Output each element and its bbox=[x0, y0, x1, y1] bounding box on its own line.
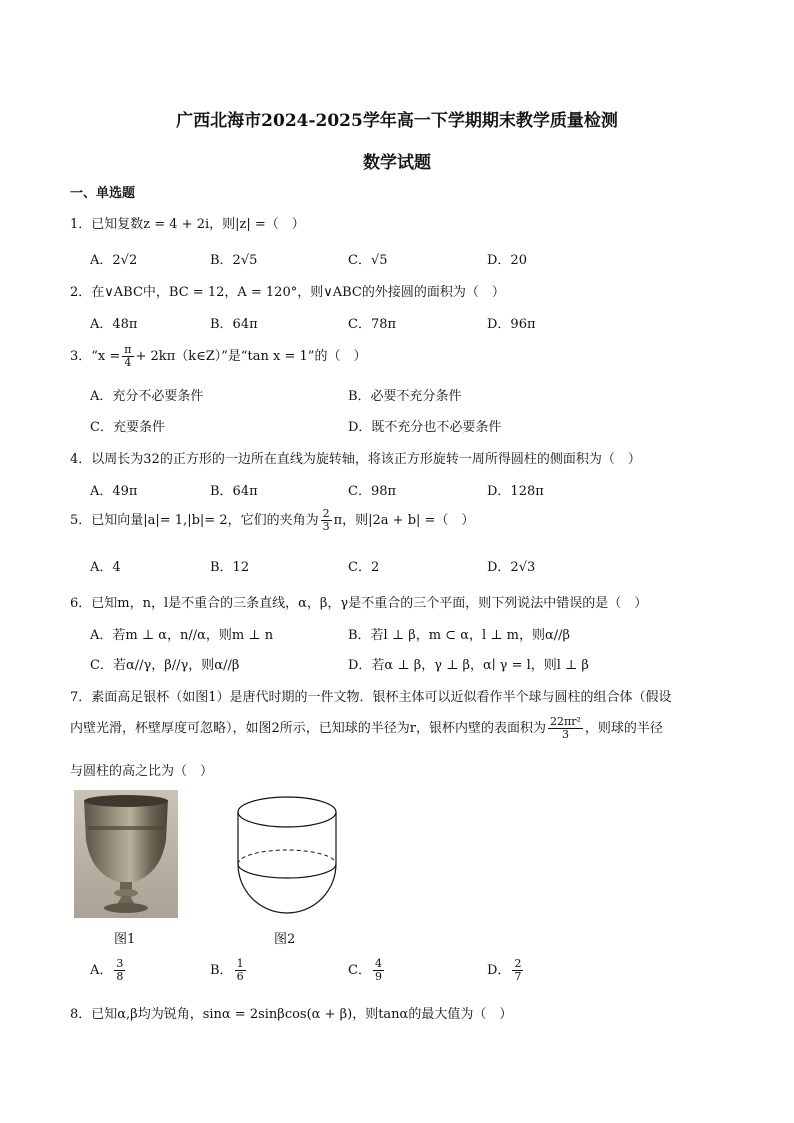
q2-option-d: D．96π bbox=[487, 317, 536, 332]
q1-option-a: A．2√2 bbox=[90, 253, 138, 268]
figure-1-caption: 图1 bbox=[114, 932, 136, 947]
q7-option-d: D． $\frac{2}{7}$ bbox=[487, 957, 522, 983]
q2-option-c: C．78π bbox=[348, 317, 397, 332]
silver-cup-image bbox=[74, 790, 178, 918]
cylinder-hemisphere-diagram bbox=[232, 792, 342, 922]
q7-option-a: A． $\frac{3}{8}$ bbox=[90, 957, 124, 983]
q3-option-c: C．充要条件 bbox=[90, 420, 165, 435]
q4-option-d: D．128π bbox=[487, 484, 544, 499]
q4-option-a: A．49π bbox=[90, 484, 138, 499]
q5-option-a: A．4 bbox=[90, 560, 121, 575]
q1-option-b: B．2√5 bbox=[210, 253, 258, 268]
q3-option-d: D．既不充分也不必要条件 bbox=[348, 420, 502, 435]
q5-option-b: B．12 bbox=[210, 560, 250, 575]
q5-stem: 5．已知向量|a|= 1,|b|= 2，它们的夹角为 $\frac{2}{3}$ π，则|2a + b| =（ ） bbox=[70, 507, 475, 533]
q5-fraction: $\frac{2}{3}$ bbox=[322, 507, 330, 533]
q7-line1: 7．素面高足银杯（如图1）是唐代时期的一件文物．银杯主体可以近似看作半个球与圆柱的组合体（假设 bbox=[70, 690, 672, 705]
q3-fraction: $\frac{\pi}{4}$ bbox=[124, 343, 132, 369]
q3-option-a: A．充分不必要条件 bbox=[90, 389, 204, 404]
q4-option-c: C．98π bbox=[348, 484, 397, 499]
q7-line3: 与圆柱的高之比为（ ） bbox=[70, 764, 214, 779]
q8-stem: 8．已知α,β均为锐角，sinα = 2sinβcos(α + β)，则tanα的最大值为（ ） bbox=[70, 1007, 513, 1022]
q6-option-d: D．若α ⊥ β，γ ⊥ β，α∣ γ = l，则l ⊥ β bbox=[348, 658, 589, 673]
q1-option-d: D．20 bbox=[487, 253, 527, 268]
page-subtitle: 数学试题 bbox=[363, 153, 431, 173]
section-heading: 一、单选题 bbox=[70, 186, 136, 201]
q5-option-d: D．2√3 bbox=[487, 560, 536, 575]
q6-option-b: B．若l ⊥ β，m ⊂ α，l ⊥ m，则α//β bbox=[348, 628, 571, 643]
q5-option-c: C．2 bbox=[348, 560, 380, 575]
q2-option-b: B．64π bbox=[210, 317, 258, 332]
q2-stem: 2．在∨ABC中，BC = 12，A = 120°，则∨ABC的外接圆的面积为（ ） bbox=[70, 285, 505, 300]
q2-option-a: A．48π bbox=[90, 317, 138, 332]
page-title: 广西北海市2024-2025学年高一下学期期末教学质量检测 bbox=[176, 111, 618, 131]
q7-line2: 内壁光滑，杯壁厚度可忽略），如图2所示，已知球的半径为r，银杯内壁的表面积为 $\frac{\text{22πr²}}{3}$ ，则球的半径 bbox=[70, 715, 663, 741]
q6-option-a: A．若m ⊥ α，n//α，则m ⊥ n bbox=[90, 628, 274, 643]
q1-option-c: C．√5 bbox=[348, 253, 388, 268]
q4-option-b: B．64π bbox=[210, 484, 258, 499]
q7-fraction: $\frac{\text{22πr²}}{3}$ bbox=[550, 715, 581, 741]
q4-stem: 4．以周长为32的正方形的一边所在直线为旋转轴，将该正方形旋转一周所得圆柱的侧面积为（ ） bbox=[70, 452, 641, 467]
q1-stem: 1．已知复数z = 4 + 2i，则|z| =（ ） bbox=[70, 217, 305, 232]
q7-option-c: C． $\frac{4}{9}$ bbox=[348, 957, 382, 983]
figure-2-caption: 图2 bbox=[274, 932, 296, 947]
q7-option-b: B． $\frac{1}{6}$ bbox=[210, 957, 244, 983]
q6-stem: 6．已知m，n，l是不重合的三条直线，α，β，γ是不重合的三个平面，则下列说法中错误的是（ ） bbox=[70, 596, 648, 611]
q3-option-b: B．必要不充分条件 bbox=[348, 389, 462, 404]
q6-option-c: C．若α//γ，β//γ，则α//β bbox=[90, 658, 240, 673]
q3-stem: 3．“x = $\frac{\pi}{4}$ + 2kπ（k∈Z）”是“tan x = 1”的（ ） bbox=[70, 343, 367, 369]
